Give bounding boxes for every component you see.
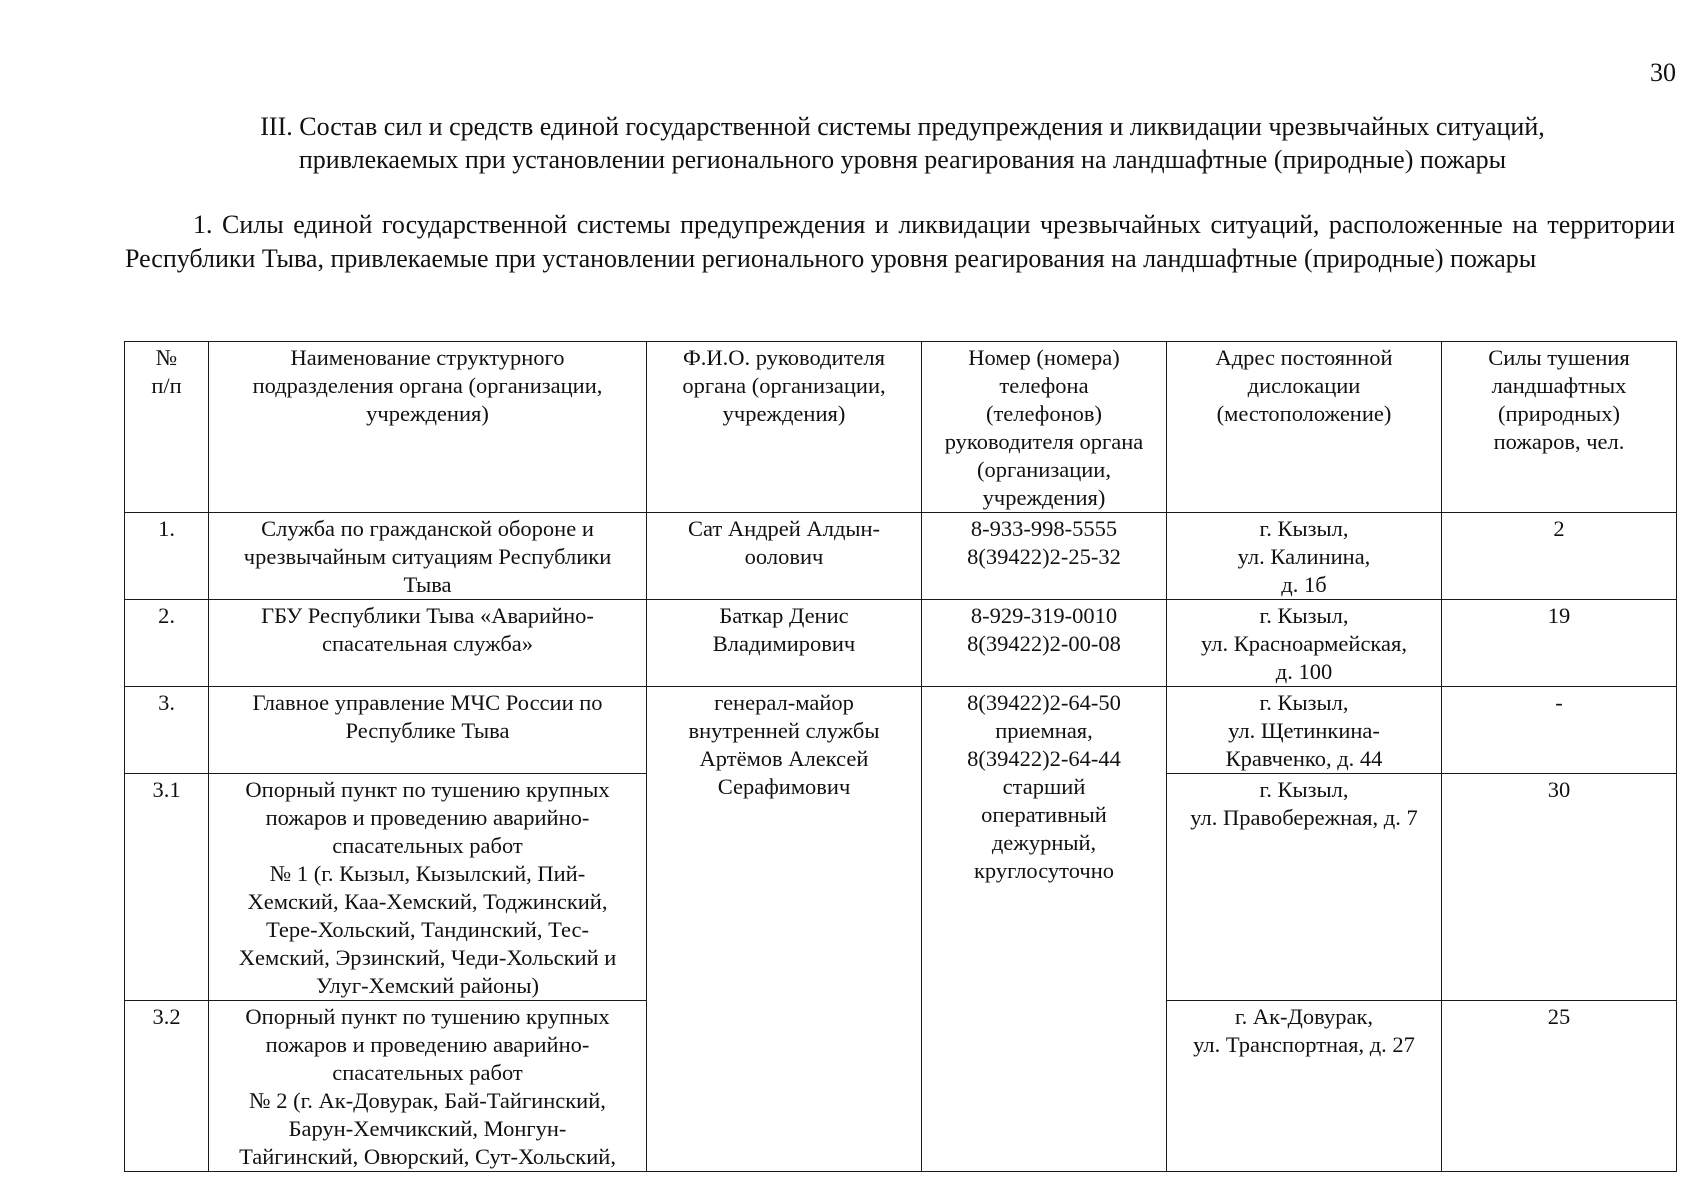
row-unit-name: [209, 774, 647, 1001]
row-head-name: [647, 600, 922, 687]
cell-text-line: (организации,: [977, 457, 1111, 482]
cell-text-line: 8(39422)2-25-32: [967, 544, 1121, 569]
cell-text-line: 8(39422)2-64-50: [967, 690, 1121, 715]
cell-text-line: Хемский, Эрзинский, Чеди-Хольский и: [238, 945, 617, 970]
row-number: 2.: [125, 600, 209, 687]
cell-text-line: Опорный пункт по тушению крупных: [245, 1004, 610, 1029]
cell-text-line: г. Кызыл,: [1259, 603, 1349, 628]
header-address: [1167, 342, 1442, 513]
row-address: [1167, 1001, 1442, 1172]
table-row: [125, 687, 1677, 774]
cell-text-line: Наименование структурного: [290, 345, 565, 370]
merged-head-name: [647, 687, 922, 1172]
header-head: [647, 342, 922, 513]
section-heading: [140, 110, 1665, 176]
cell-text-line: приемная,: [995, 718, 1093, 743]
cell-text-line: органа (организации,: [682, 373, 886, 398]
row-unit-name: [209, 513, 647, 600]
cell-text-line: телефона: [999, 373, 1089, 398]
cell-text-line: (природных): [1497, 401, 1621, 426]
cell-text-line: Силы тушения: [1488, 345, 1630, 370]
cell-text-line: Тыва: [403, 572, 452, 597]
row-phone: [922, 513, 1167, 600]
cell-text-line: спасательных работ: [332, 833, 523, 858]
cell-text-line: 8-929-319-0010: [970, 603, 1118, 628]
cell-text-line: д. 1б: [1281, 572, 1327, 597]
row-unit-name: [209, 687, 647, 774]
cell-text-line: Номер (номера): [968, 345, 1120, 370]
header-name: [209, 342, 647, 513]
cell-text-line: №: [155, 345, 178, 370]
row-phone: [922, 600, 1167, 687]
cell-text-line: Артёмов Алексей: [699, 746, 869, 771]
cell-text-line: дежурный,: [991, 830, 1097, 855]
cell-text-line: Хемский, Каа-Хемский, Тоджинский,: [247, 889, 608, 914]
cell-text-line: Барун-Хемчикский, Монгун-: [288, 1116, 567, 1141]
cell-text-line: спасательных работ: [332, 1060, 523, 1085]
cell-text-line: пожаров, чел.: [1493, 429, 1625, 454]
cell-text-line: г. Кызыл,: [1259, 690, 1349, 715]
cell-text-line: подразделения органа (организации,: [252, 373, 603, 398]
cell-text-line: учреждения): [366, 401, 489, 426]
intro-paragraph: 1. Силы единой государственной системы предупреждения и ликвидации чрезвычайных ситуаций, расположенные на территории Республики Тыва, привлекаемые при установлении регионального уровня реагирования на ландшафтные (природные) пожары: [125, 210, 1675, 273]
table-header-row: [125, 342, 1677, 513]
row-address: [1167, 687, 1442, 774]
merged-phone: [922, 687, 1167, 1172]
cell-text-line: внутренней службы: [688, 718, 880, 743]
cell-text-line: чрезвычайным ситуациям Республики: [243, 544, 612, 569]
cell-text-line: Опорный пункт по тушению крупных: [245, 777, 610, 802]
row-address: [1167, 600, 1442, 687]
header-forces: [1442, 342, 1677, 513]
row-address: [1167, 774, 1442, 1001]
cell-text-line: Республике Тыва: [345, 718, 510, 743]
row-number: 3.: [125, 687, 209, 774]
cell-text-line: п/п: [151, 373, 182, 398]
cell-text-line: Адрес постоянной: [1215, 345, 1393, 370]
cell-text-line: круглосуточно: [973, 858, 1114, 883]
cell-text-line: № 2 (г. Ак-Довурак, Бай-Тайгинский,: [249, 1088, 606, 1113]
cell-text-line: учреждения): [982, 485, 1106, 510]
row-head-name: [647, 513, 922, 600]
page-number: 30: [1650, 58, 1676, 87]
table-row: [125, 513, 1677, 600]
cell-text-line: Сат Андрей Алдын-: [687, 516, 881, 541]
cell-text-line: ул. Калинина,: [1237, 544, 1371, 569]
header-phone: [922, 342, 1167, 513]
cell-text-line: оперативный: [981, 802, 1107, 827]
cell-text-line: Баткар Денис: [719, 603, 849, 628]
header-num: [125, 342, 209, 513]
cell-text-line: генерал-майор: [714, 690, 854, 715]
cell-text-line: ГБУ Республики Тыва «Аварийно-: [261, 603, 594, 628]
cell-text-line: 8(39422)2-64-44: [967, 746, 1121, 771]
section-heading-line: III. Состав сил и средств единой государственной системы предупреждения и ликвидации чрезвычайных ситуаций,: [260, 112, 1545, 141]
cell-text-line: ул. Красноармейская,: [1201, 631, 1407, 656]
cell-text-line: ул. Транспортная, д. 27: [1193, 1032, 1415, 1057]
forces-table: [124, 341, 1677, 1172]
table-row: [125, 600, 1677, 687]
cell-text-line: Владимирович: [712, 631, 856, 656]
cell-text-line: ул. Правобережная, д. 7: [1190, 805, 1418, 830]
cell-text-line: г. Ак-Довурак,: [1234, 1004, 1374, 1029]
cell-text-line: 8-933-998-5555: [970, 516, 1118, 541]
cell-text-line: старший: [1002, 774, 1086, 799]
cell-text-line: 8(39422)2-00-08: [967, 631, 1121, 656]
cell-text-line: (телефонов): [985, 401, 1103, 426]
row-number: 3.1: [125, 774, 209, 1001]
cell-text-line: Кравченко, д. 44: [1225, 746, 1383, 771]
cell-text-line: Тере-Хольский, Тандинский, Тес-: [265, 917, 590, 942]
cell-text-line: дислокации: [1247, 373, 1361, 398]
cell-text-line: № 1 (г. Кызыл, Кызылский, Пий-: [269, 861, 586, 886]
row-forces: -: [1442, 687, 1677, 774]
row-forces: 2: [1442, 513, 1677, 600]
cell-text-line: оолович: [744, 544, 824, 569]
row-forces: 19: [1442, 600, 1677, 687]
cell-text-line: учреждения): [722, 401, 846, 426]
cell-text-line: спасательная служба»: [321, 631, 534, 656]
cell-text-line: руководителя органа: [944, 429, 1144, 454]
cell-text-line: пожаров и проведению аварийно-: [265, 805, 590, 830]
row-address: [1167, 513, 1442, 600]
cell-text-line: д. 100: [1275, 659, 1333, 684]
cell-text-line: (местоположение): [1216, 401, 1392, 426]
row-forces: 25: [1442, 1001, 1677, 1172]
row-unit-name: [209, 1001, 647, 1172]
cell-text-line: Улуг-Хемский районы): [316, 973, 539, 998]
cell-text-line: Главное управление МЧС России по: [252, 690, 603, 715]
cell-text-line: ландшафтных: [1491, 373, 1627, 398]
row-unit-name: [209, 600, 647, 687]
cell-text-line: пожаров и проведению аварийно-: [265, 1032, 590, 1057]
cell-text-line: Ф.И.О. руководителя: [683, 345, 885, 370]
cell-text-line: Служба по гражданской обороне и: [261, 516, 594, 541]
cell-text-line: Тайгинский, Овюрский, Сут-Хольский,: [239, 1144, 616, 1169]
row-number: 1.: [125, 513, 209, 600]
row-number: 3.2: [125, 1001, 209, 1172]
row-forces: 30: [1442, 774, 1677, 1001]
cell-text-line: Серафимович: [717, 774, 851, 799]
cell-text-line: г. Кызыл,: [1259, 777, 1349, 802]
cell-text-line: ул. Щетинкина-: [1228, 718, 1380, 743]
cell-text-line: г. Кызыл,: [1259, 516, 1349, 541]
section-heading-line: привлекаемых при установлении регионального уровня реагирования на ландшафтные (природные) пожары: [298, 145, 1507, 174]
